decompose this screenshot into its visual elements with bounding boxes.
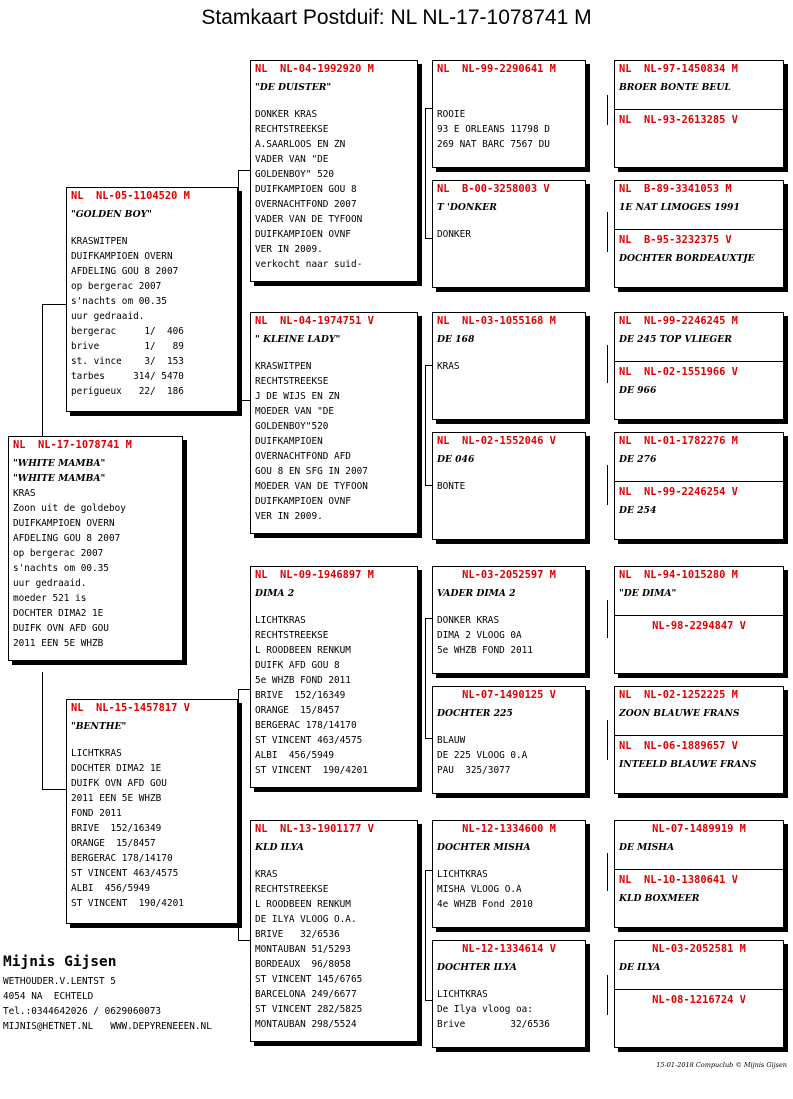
info-line: VADER VAN "DE: [255, 154, 329, 165]
info-line: L ROODBEEN RENKUM: [255, 899, 351, 910]
info-line: PAU 325/3077: [437, 765, 511, 776]
ancestor-pair-card: [614, 60, 784, 168]
info-line: De Ilya vloog oa:: [437, 1004, 533, 1015]
pigeon-name: DE 966: [619, 385, 657, 396]
owner-city: 4054 NA ECHTELD: [3, 991, 94, 1002]
pigeon-name: 1E NAT LIMOGES 1991: [619, 202, 740, 213]
info-line: DONKER KRAS: [255, 109, 318, 120]
info-line: A.SAARLOOS EN ZN: [255, 139, 346, 150]
info-line: brive 1/ 89: [71, 341, 184, 352]
info-line: 2011 EEN 5E WHZB: [71, 793, 162, 804]
info-line: MONTAUBAN 298/5524: [255, 1019, 357, 1030]
pigeon-name: [619, 131, 779, 146]
pigeon-name: T 'DONKER: [437, 202, 497, 213]
info-line: OVERNACHTFOND 2007: [255, 199, 357, 210]
info-line: tarbes 314/ 5470: [71, 371, 184, 382]
info-line: MOEDER VAN DE TYFOON: [255, 481, 368, 492]
info-line: MISHA VLOOG O.A: [437, 884, 522, 895]
info-line: DUIFKAMPIOEN OVERN: [71, 251, 173, 262]
ring-number: NL NL-09-1946897 M: [255, 569, 374, 581]
info-line: DE 225 VLOOG 0.A: [437, 750, 528, 761]
owner-email-website: MIJNIS@HETNET.NL WWW.DEPYRENEEEN.NL: [3, 1021, 212, 1032]
great-grandparent-card: [432, 60, 586, 168]
pigeon-name: [619, 637, 779, 652]
info-line: BONTE: [437, 481, 466, 492]
info-line: BERGERAC 178/14170: [71, 853, 173, 864]
connector-line: [607, 853, 608, 891]
info-line: MONTAUBAN 51/5293: [255, 944, 351, 955]
connector-line: [425, 365, 432, 366]
info-line: DE ILYA VLOOG O.A.: [255, 914, 357, 925]
connector-line: [425, 485, 432, 486]
info-line: bergerac 1/ 406: [71, 326, 184, 337]
ring-number: NL NL-97-1450834 M: [619, 63, 738, 75]
ancestor-pair-card: [614, 686, 784, 794]
info-line: 4e WHZB Fond 2010: [437, 899, 533, 910]
info-line: LICHTKRAS: [71, 748, 122, 759]
info-line: ORANGE 15/8457: [255, 705, 340, 716]
info-line: ALBI 456/5949: [255, 750, 335, 761]
info-line: AFDELING GOU 8 2007: [71, 266, 179, 277]
pigeon-name: DOCHTER MISHA: [437, 842, 531, 853]
great-grandparent-card: [432, 312, 586, 420]
ancestor-pair-card: [614, 820, 784, 928]
connector-line: [607, 465, 608, 505]
ring-number: NL NL-94-1015280 M: [619, 569, 738, 581]
pigeon-name: DOCHTER ILYA: [437, 962, 517, 973]
ring-number: NL B-95-3232375 V: [619, 234, 732, 246]
info-line: verkocht naar suid-: [255, 259, 363, 270]
info-line: FOND 2011: [71, 808, 122, 819]
info-line: VER IN 2009.: [255, 244, 323, 255]
pigeon-name: "BENTHE": [71, 721, 127, 732]
pigeon-name: DE 254: [619, 505, 657, 516]
info-line: BRIVE 32/6536: [255, 929, 340, 940]
ring-number: NL NL-13-1901177 V: [255, 823, 374, 835]
info-line: 5e WHZB FOND 2011: [255, 675, 351, 686]
ring-number: NL-07-1490125 V: [462, 689, 556, 701]
pigeon-name: DE 276: [619, 454, 657, 465]
connector-line: [425, 870, 426, 1000]
ring-number: NL-12-1334600 M: [462, 823, 556, 835]
father-card: [66, 187, 238, 412]
ring-number: NL NL-06-1889657 V: [619, 740, 738, 752]
great-grandparent-card: [432, 686, 586, 794]
info-line: RECHTSTREEKSE: [255, 630, 329, 641]
info-line: GOLDENBOY"520: [255, 421, 329, 432]
ancestor-pair-card: [614, 432, 784, 540]
ring-number: NL NL-99-2290641 M: [437, 63, 556, 75]
pigeon-name: KLD BOXMEER: [619, 893, 700, 904]
info-line: uur gedraaid.: [13, 578, 87, 589]
pigeon-name: DOCHTER BORDEAUXTJE: [619, 253, 755, 264]
connector-line: [607, 212, 608, 252]
ring-number: NL-12-1334614 V: [462, 943, 556, 955]
info-line: DUIFKAMPIOEN OVERN: [13, 518, 115, 529]
info-line: BERGERAC 178/14170: [255, 720, 357, 731]
info-line: RECHTSTREEKSE: [255, 376, 329, 387]
pigeon-name: VADER DIMA 2: [437, 588, 516, 599]
info-line: GOLDENBOY" 520: [255, 169, 335, 180]
connector-line: [425, 108, 432, 109]
info-line: st. vince 3/ 153: [71, 356, 184, 367]
info-line: AFDELING GOU 8 2007: [13, 533, 121, 544]
info-line: 5e WHZB FOND 2011: [437, 645, 533, 656]
connector-line: [425, 618, 426, 738]
info-line: DUIFKAMPIOEN: [255, 436, 323, 447]
info-line: ST VINCENT 463/4575: [71, 868, 179, 879]
info-line: BORDEAUX 96/8058: [255, 959, 351, 970]
pigeon-name: INTEELD BLAUWE FRANS: [619, 759, 757, 770]
ring-number: NL NL-93-2613285 V: [619, 114, 738, 126]
connector-line: [425, 870, 432, 871]
page-title: Stamkaart Postduif: NL NL-17-1078741 M: [201, 6, 592, 29]
info-line: OVERNACHTFOND AFD: [255, 451, 351, 462]
info-line: RECHTSTREEKSE: [255, 124, 329, 135]
info-line: ST VINCENT 145/6765: [255, 974, 363, 985]
ring-number: NL NL-15-1457817 V: [71, 702, 190, 714]
owner-block: [3, 954, 212, 1034]
info-line: LICHTKRAS: [437, 869, 488, 880]
connector-line: [42, 789, 67, 790]
connector-line: [238, 940, 250, 941]
ring-number: NL NL-10-1380641 V: [619, 874, 738, 886]
ring-number: NL NL-02-1552046 V: [437, 435, 556, 447]
ring-number: NL NL-01-1782276 M: [619, 435, 738, 447]
connector-line: [607, 600, 608, 638]
ring-number: NL B-00-3258003 V: [437, 183, 550, 195]
info-line: DIMA 2 VLOOG 0A: [437, 630, 522, 641]
connector-line: [425, 738, 432, 739]
great-grandparent-card: [432, 940, 586, 1048]
grandparent-card: [250, 60, 418, 282]
info-line: DONKER KRAS: [437, 615, 500, 626]
info-line: KRAS: [255, 869, 278, 880]
info-line: VADER VAN DE TYFOON: [255, 214, 363, 225]
info-line: KRASWITPEN: [71, 236, 128, 247]
ring-number: NL-03-2052597 M: [462, 569, 556, 581]
ring-number: NL-08-1216724 V: [652, 994, 746, 1006]
info-line: DUIFK OVN AFD GOU: [13, 623, 109, 634]
pigeon-name: [437, 80, 581, 95]
info-line: DONKER: [437, 229, 471, 240]
info-line: J DE WIJS EN ZN: [255, 391, 340, 402]
info-line: perigueux 22/ 186: [71, 386, 184, 397]
owner-name: Mijnis Gijsen: [3, 954, 117, 970]
pigeon-name: DE 046: [437, 454, 475, 465]
ring-number: NL B-89-3341053 M: [619, 183, 732, 195]
pigeon-name: BROER BONTE BEUL: [619, 82, 731, 93]
ring-number: NL NL-02-1252225 M: [619, 689, 738, 701]
info-line: ORANGE 15/8457: [71, 838, 156, 849]
info-line: KRAS: [13, 488, 36, 499]
info-line: BRIVE 152/16349: [71, 823, 162, 834]
grandparent-card: [250, 312, 418, 534]
connector-line: [42, 672, 43, 789]
pigeon-name: DE 168: [437, 334, 475, 345]
info-line: BRIVE 152/16349: [255, 690, 346, 701]
info-line: Brive 32/6536: [437, 1019, 550, 1030]
info-line: 2011 EEN 5E WHZB: [13, 638, 104, 649]
owner-address: WETHOUDER.V.LENTST 5: [3, 976, 116, 987]
info-line: LICHTKRAS: [437, 989, 488, 1000]
ring-number: NL NL-04-1992920 M: [255, 63, 374, 75]
ring-number: NL-07-1489919 M: [652, 823, 746, 835]
connector-line: [607, 345, 608, 383]
pigeon-name: ZOON BLAUWE FRANS: [619, 708, 740, 719]
ring-number: NL NL-17-1078741 M: [13, 439, 132, 451]
pigeon-name: DE MISHA: [619, 842, 675, 853]
ancestor-pair-card: [614, 312, 784, 420]
pigeon-name: "DE DUISTER": [255, 82, 332, 93]
info-line: MOEDER VAN "DE: [255, 406, 335, 417]
info-line: GOU 8 EN SFG IN 2007: [255, 466, 368, 477]
info-line: 269 NAT BARC 7567 DU: [437, 139, 550, 150]
ring-number: NL NL-05-1104520 M: [71, 190, 190, 202]
info-line: BARCELONA 249/6677: [255, 989, 357, 1000]
info-line: moeder 521 is: [13, 593, 87, 604]
great-grandparent-card: [432, 566, 586, 674]
grandparent-card: [250, 566, 418, 788]
ancestor-pair-card: [614, 566, 784, 674]
info-line: DUIFKAMPIOEN OVNF: [255, 229, 351, 240]
info-line: LICHTKRAS: [255, 615, 306, 626]
info-line: DUIFK AFD GOU 8: [255, 660, 340, 671]
info-line: uur gedraaid.: [71, 311, 145, 322]
pigeon-name: KLD ILYA: [255, 842, 304, 853]
connector-line: [42, 304, 67, 305]
grandparent-card: [250, 820, 418, 1042]
ring-number: NL NL-03-1055168 M: [437, 315, 556, 327]
info-line: DUIFK OVN AFD GOU: [71, 778, 167, 789]
info-line: RECHTSTREEKSE: [255, 884, 329, 895]
pigeon-name: DE 245 TOP VLIEGER: [619, 334, 732, 345]
info-line: ST VINCENT 282/5825: [255, 1004, 363, 1015]
info-line: L ROODBEEN RENKUM: [255, 645, 351, 656]
ancestor-pair-card: [614, 180, 784, 288]
info-line: ST VINCENT 463/4575: [255, 735, 363, 746]
pigeon-name: DE ILYA: [619, 962, 661, 973]
info-line: ST VINCENT 190/4201: [255, 765, 368, 776]
great-grandparent-card: [432, 180, 586, 288]
info-line: Zoon uit de goldeboy: [13, 503, 126, 514]
great-grandparent-card: [432, 820, 586, 928]
pigeon-name: "WHITE MAMBA": [13, 458, 106, 469]
ring-number: NL-98-2294847 V: [652, 620, 746, 632]
pigeon-name: [619, 1011, 779, 1026]
connector-line: [238, 400, 250, 401]
ring-number: NL NL-02-1551966 V: [619, 366, 738, 378]
pigeon-name: " KLEINE LADY": [255, 334, 341, 345]
footer-credit: 15-01-2018 Compuclub © Mijnis Gijsen: [656, 1061, 787, 1069]
pigeon-name: DOCHTER 225: [437, 708, 513, 719]
connector-line: [607, 95, 608, 125]
info-line: DOCHTER DIMA2 1E: [13, 608, 104, 619]
info-line: op bergerac 2007: [13, 548, 104, 559]
ring-number: NL NL-04-1974751 V: [255, 315, 374, 327]
connector-line: [238, 689, 239, 940]
owner-phone: Tel.:0344642026 / 0629060073: [3, 1006, 162, 1017]
info-line: VER IN 2009.: [255, 511, 323, 522]
connector-line: [425, 108, 426, 238]
connector-line: [425, 238, 432, 239]
info-line: KRASWITPEN: [255, 361, 312, 372]
connector-line: [425, 1000, 432, 1001]
subject-card: [8, 436, 183, 661]
ancestor-pair-card: [614, 940, 784, 1048]
info-line: ALBI 456/5949: [71, 883, 151, 894]
info-line: KRAS: [437, 361, 460, 372]
pigeon-name: DIMA 2: [255, 588, 295, 599]
connector-line: [425, 618, 432, 619]
mother-card: [66, 699, 238, 924]
info-line: DUIFKAMPIOEN OVNF: [255, 496, 351, 507]
info-line: s'nachts om 00.35: [13, 563, 109, 574]
pigeon-name: "GOLDEN BOY": [71, 209, 152, 220]
info-line: BLAUW: [437, 735, 466, 746]
connector-line: [607, 975, 608, 1015]
ring-number: NL NL-99-2246254 V: [619, 486, 738, 498]
connector-line: [238, 170, 239, 400]
great-grandparent-card: [432, 432, 586, 540]
info-line: 93 E ORLEANS 11798 D: [437, 124, 550, 135]
info-line: DOCHTER DIMA2 1E: [71, 763, 162, 774]
pigeon-name: "WHITE MAMBA": [13, 473, 106, 484]
connector-line: [238, 689, 250, 690]
ring-number: NL-03-2052581 M: [652, 943, 746, 955]
connector-line: [607, 720, 608, 760]
info-line: s'nachts om 00.35: [71, 296, 167, 307]
info-line: op bergerac 2007: [71, 281, 162, 292]
ring-number: NL NL-99-2246245 M: [619, 315, 738, 327]
info-line: ROOIE: [437, 109, 466, 120]
connector-line: [425, 365, 426, 485]
connector-line: [42, 304, 43, 439]
pigeon-name: "DE DIMA": [619, 588, 677, 599]
info-line: ST VINCENT 190/4201: [71, 898, 184, 909]
info-line: DUIFKAMPIOEN GOU 8: [255, 184, 357, 195]
connector-line: [238, 170, 250, 171]
